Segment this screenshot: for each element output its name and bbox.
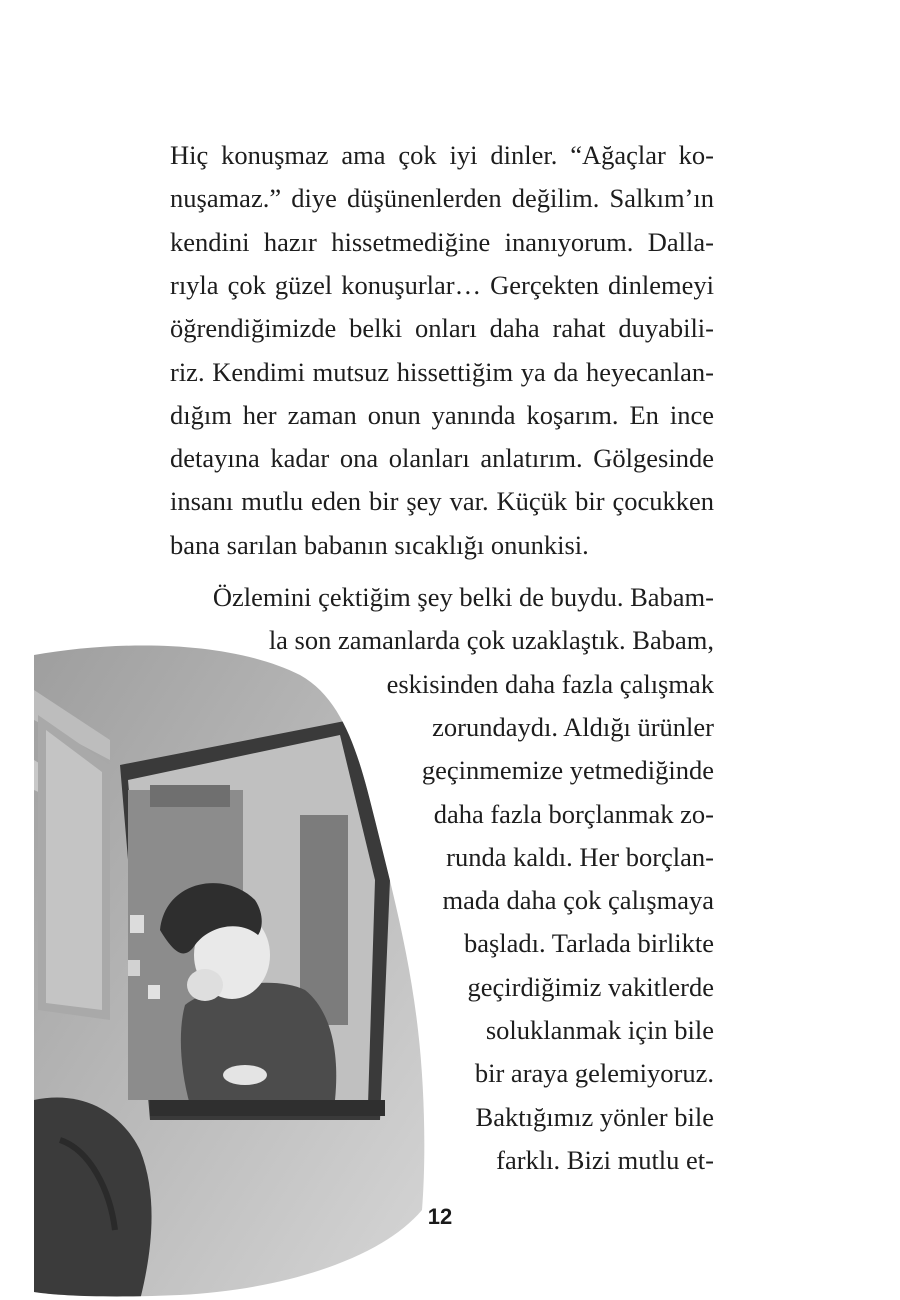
text-line: geçirdiğimiz vakitlerde — [467, 971, 714, 1002]
text-line: rıyla çok güzel konuşurlar… Gerçekten dinlemeyi — [170, 269, 714, 300]
text-line: nuşamaz.” diye düşünenlerden değilim. Salkım’ın — [170, 183, 714, 214]
text-line: başladı. Tarlada birlikte — [463, 928, 714, 959]
text-line: zorundaydı. Aldığı ürünler — [432, 711, 714, 742]
page-number: 12 — [427, 1204, 453, 1229]
text-line: mada daha çok çalışmaya — [442, 885, 714, 916]
text-line: daha fazla borçlanmak zo- — [433, 798, 714, 829]
text-line: kendini hazır hissetmediğine inanıyorum. Dalla- — [170, 226, 714, 257]
text-line: detayına kadar ona olanları anlatırım. Gölgesinde — [170, 443, 714, 474]
text-line: dığım her zaman onun yanında koşarım. En ince — [170, 399, 714, 430]
text-line: Baktığımız yönler bile — [475, 1101, 714, 1132]
text-line: farklı. Bizi mutlu et- — [496, 1144, 714, 1175]
text-line: insanı mutlu eden bir şey var. Küçük bir çocukken — [170, 486, 714, 517]
text-line: eskisinden daha fazla çalışmak — [386, 668, 714, 699]
text-line: bana sarılan babanın sıcaklığı onunkisi. — [170, 529, 589, 560]
text-line: geçinmemize yetmediğinde — [421, 755, 714, 786]
text-line: riz. Kendimi mutsuz hissettiğim ya da heyecanlan- — [170, 356, 714, 387]
text-line: öğrendiğimizde belki onları daha rahat duyabili- — [170, 313, 714, 344]
text-line: bir araya gelemiyoruz. — [474, 1058, 714, 1089]
text-line: Özlemini çektiğim şey belki de buydu. Babam- — [212, 582, 714, 612]
text-line: runda kaldı. Her borçlan- — [446, 841, 714, 872]
text-line: soluklanmak için bile — [485, 1015, 714, 1045]
text-line: la son zamanlarda çok uzaklaştık. Babam, — [268, 625, 714, 656]
text-line: Hiç konuşmaz ama çok iyi dinler. “Ağaçlar ko- — [170, 140, 714, 170]
